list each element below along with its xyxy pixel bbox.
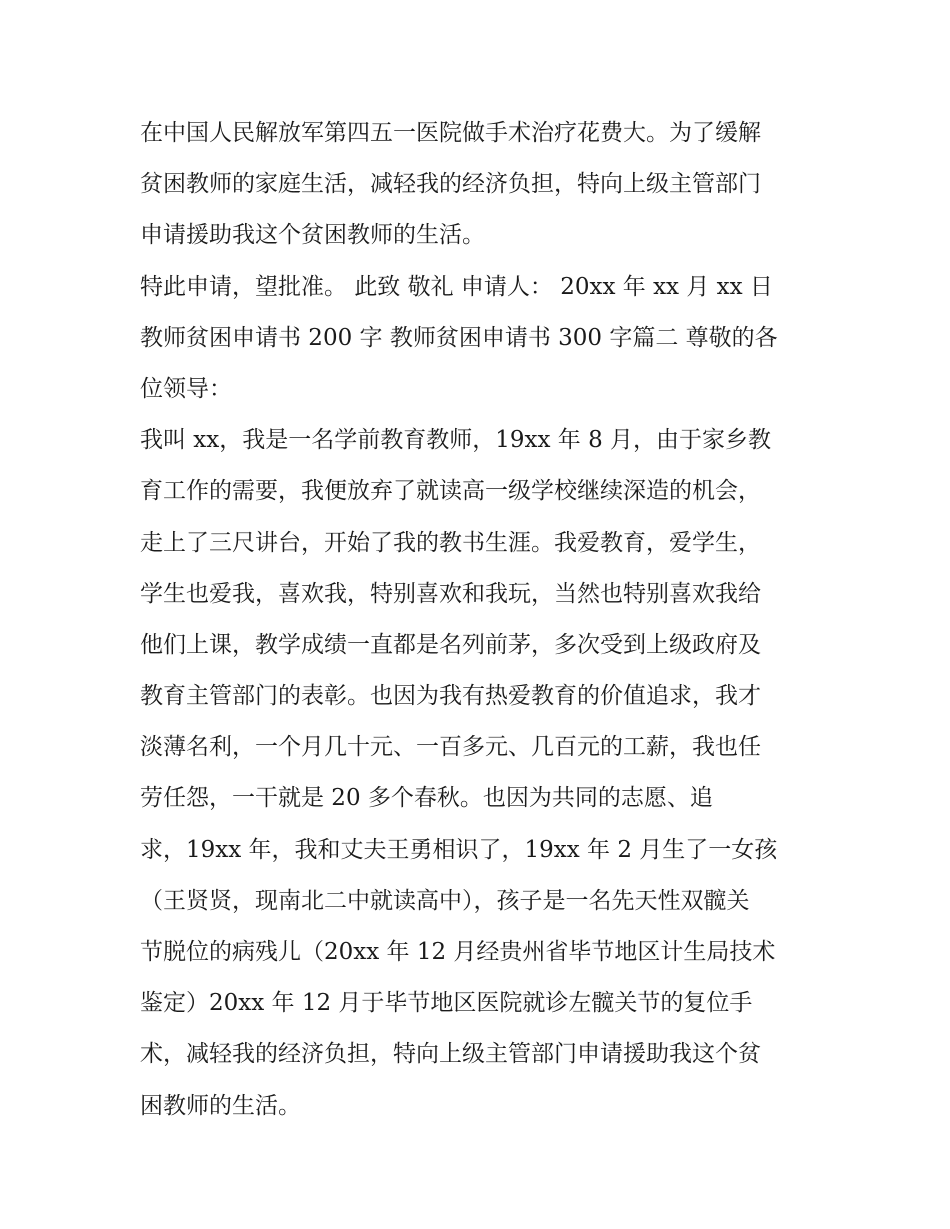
text-line: 鉴定）20xx 年 12 月于毕节地区医院就诊左髋关节的复位手	[140, 990, 753, 1017]
text-line: 贫困教师的家庭生活，减轻我的经济负担，特向上级主管部门	[140, 171, 761, 198]
text-line: 学生也爱我，喜欢我，特别喜欢和我玩，当然也特别喜欢我给	[140, 580, 761, 607]
text-line: 走上了三尺讲台，开始了我的教书生涯。我爱教育，爱学生，	[140, 529, 761, 556]
text-line: 位领导：	[140, 375, 232, 402]
text-line: 教育主管部门的表彰。也因为我有热爱教育的价值追求，我才	[140, 683, 761, 710]
text-line: 劳任怨，一干就是 20 多个春秋。也因为共同的志愿、追	[140, 785, 713, 812]
text-line: 淡薄名利，一个月几十元、一百多元、几百元的工薪，我也任	[140, 734, 761, 761]
text-line: 他们上课，教学成绩一直都是名列前茅，多次受到上级政府及	[140, 631, 761, 658]
text-line: 在中国人民解放军第四五一医院做手术治疗花费大。为了缓解	[140, 120, 761, 146]
text-line: 求，19xx 年，我和丈夫王勇相识了，19xx 年 2 月生了一女孩	[140, 836, 778, 863]
text-line: 教师贫困申请书 200 字 教师贫困申请书 300 字篇二 尊敬的各	[140, 324, 778, 351]
text-line: （王贤贤，现南北二中就读高中），孩子是一名先天性双髋关	[140, 887, 750, 914]
text-line: 特此申请，望批准。 此致 敬礼 申请人： 20xx 年 xx 月 xx 日	[140, 273, 773, 300]
text-line: 困教师的生活。	[140, 1092, 301, 1119]
text-line: 我叫 xx，我是一名学前教育教师，19xx 年 8 月，由于家乡教	[140, 427, 772, 454]
text-line: 申请援助我这个贫困教师的生活。	[140, 222, 485, 249]
text-line: 术，减轻我的经济负担，特向上级主管部门申请援助我这个贫	[140, 1041, 761, 1068]
text-line: 节脱位的病残儿（20xx 年 12 月经贵州省毕节地区计生局技术	[140, 939, 776, 965]
text-line: 育工作的需要，我便放弃了就读高一级学校继续深造的机会，	[140, 478, 761, 505]
body-text	[140, 108, 820, 1131]
